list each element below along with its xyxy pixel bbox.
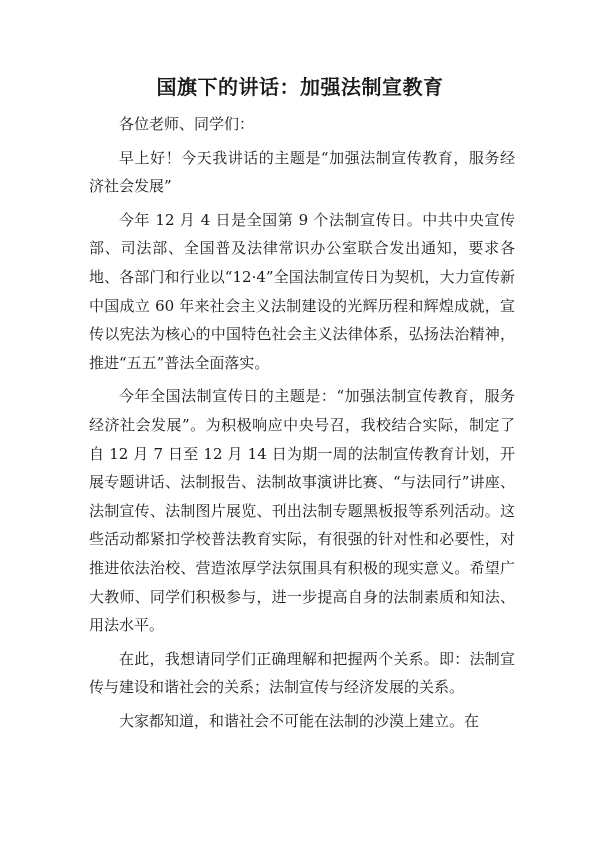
greeting-paragraph: 早上好！今天我讲话的主题是“加强法制宣传教育，服务经济社会发展” xyxy=(89,148,515,196)
two-relations-paragraph: 在此，我想请同学们正确理解和把握两个关系。即：法制宣传与建设和谐社会的关系；法制宣传与经济发展的关系。 xyxy=(89,649,515,697)
school-activities-paragraph: 今年全国法制宣传日的主题是：“加强法制宣传教育，服务经济社会发展”。为积极响应中央号召，我校结合实际，制定了自 12 月 7 日至 12 月 14 日为期一周的法制宣传教育计划，开展专题讲话、法制报告、法制故事演讲比赛、“与法同行”讲座、法制宣传、法制图片展览、刊出法制专题黑板报等系列活动。这些活动都紧扣学校普法教育实际，有很强的针对性和必要性，对推进依法治校、营造浓厚学法氛围具有积极的现实意义。希望广大教师、同学们积极参与，进一步提高自身的法制素质和知法、用法水平。 xyxy=(89,387,515,635)
speech-body xyxy=(89,110,515,740)
harmonious-society-paragraph: 大家都知道，和谐社会不可能在法制的沙漠上建立。在 xyxy=(119,711,480,730)
salutation: 各位老师、同学们： xyxy=(119,115,255,133)
page-title: 国旗下的讲话：加强法制宣教育 xyxy=(156,75,444,99)
legal-day-paragraph: 今年 12 月 4 日是全国第 9 个法制宣传日。中共中央宣传部、司法部、全国普及法律常识办公室联合发出通知，要求各地、各部门和行业以“12·4”全国法制宣传日为契机，大力宣传新中国成立 60 年来社会主义法制建设的光辉历程和辉煌成就，宣传以宪法为核心的中国特色社会主义法律体系，弘扬法治精神，推进“五五”普法全面落实。 xyxy=(89,210,515,372)
